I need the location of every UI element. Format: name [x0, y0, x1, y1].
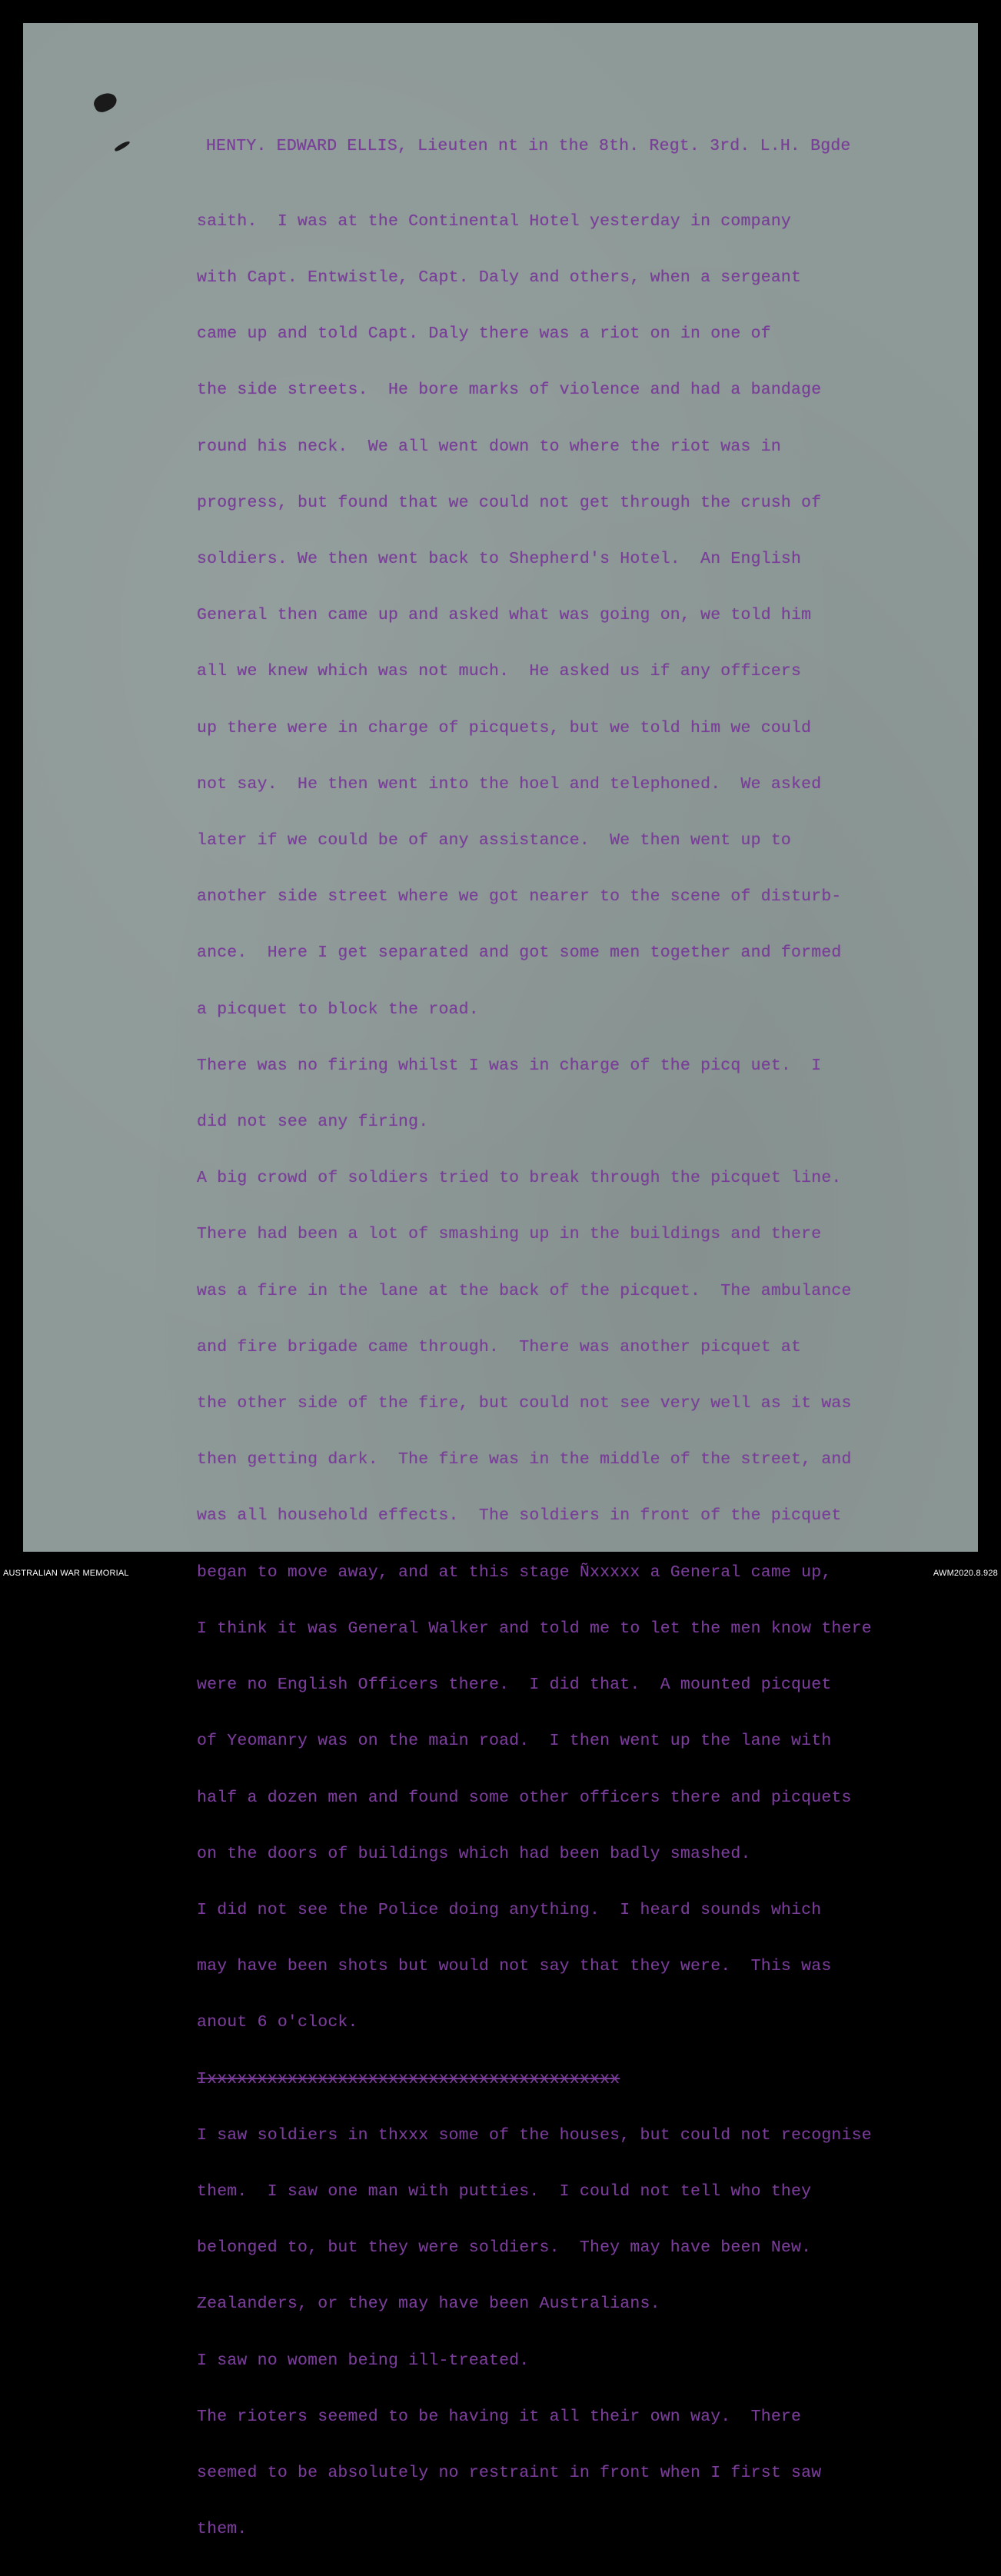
- punch-hole: [91, 90, 119, 115]
- text-line: on the doors of buildings which had been badly smashed.: [197, 1844, 751, 1863]
- text-line: another side street where we got nearer to the scene of disturb-: [197, 887, 842, 907]
- text-line: There was no firing whilst I was in charge of the picq uet. I: [197, 1056, 822, 1075]
- text-line: them.: [197, 2520, 248, 2539]
- document-header: HENTY. EDWARD ELLIS, Lieuten nt in the 8th. Regt. 3rd. L.H. Bgde: [206, 137, 851, 155]
- text-line: saith. I was at the Continental Hotel yesterday in company: [197, 211, 792, 231]
- text-line: the side streets. He bore marks of violence and had a bandage: [197, 381, 822, 400]
- text-line: not say. He then went into the hoel and telephoned. We asked: [197, 774, 822, 794]
- text-line: the other side of the fire, but could not see very well as it was: [197, 1394, 852, 1413]
- text-line: began to move away, and at this stage Ñxxxxx a General came up,: [197, 1563, 832, 1582]
- text-line: I saw no women being ill-treated.: [197, 2351, 530, 2370]
- text-line: I saw soldiers in thxxx some of the houses, but could not recognise: [197, 2125, 872, 2145]
- text-line: were no English Officers there. I did that. A mounted picquet: [197, 1676, 832, 1695]
- archive-credit: AUSTRALIAN WAR MEMORIAL: [3, 1569, 129, 1578]
- text-line: did not see any firing.: [197, 1113, 429, 1132]
- text-line: was all household effects. The soldiers in front of the picquet: [197, 1506, 842, 1526]
- text-line: all we knew which was not much. He asked us if any officers: [197, 662, 802, 681]
- archive-reference: AWM2020.8.928: [933, 1569, 998, 1578]
- struck-out-line: Ixxxxxxxxxxxxxxxxxxxxxxxxxxxxxxxxxxxxxxxxx: [197, 2069, 620, 2088]
- text-line: and fire brigade came through. There was another picquet at: [197, 1337, 802, 1356]
- text-line: There had been a lot of smashing up in the buildings and there: [197, 1225, 822, 1244]
- text-line: Zealanders, or they may have been Australians.: [197, 2295, 660, 2314]
- text-line: up there were in charge of picquets, but we told him we could: [197, 718, 812, 737]
- text-line: I think it was General Walker and told me to let the men know there: [197, 1619, 872, 1638]
- text-line: of Yeomanry was on the main road. I then went up the lane with: [197, 1732, 832, 1751]
- text-line: them. I saw one man with putties. I could not tell who they: [197, 2182, 812, 2201]
- text-line: later if we could be of any assistance. We then went up to: [197, 831, 792, 850]
- text-line: then getting dark. The fire was in the middle of the street, and: [197, 1450, 852, 1469]
- text-line: half a dozen men and found some other officers there and picquets: [197, 1788, 852, 1807]
- text-line: ance. Here I get separated and got some men together and formed: [197, 944, 842, 963]
- text-line: may have been shots but would not say that they were. This was: [197, 1957, 832, 1976]
- text-line: was a fire in the lane at the back of the picquet. The ambulance: [197, 1281, 852, 1300]
- text-line: seemed to be absolutely no restraint in front when I first saw: [197, 2463, 822, 2482]
- text-line: General then came up and asked what was going on, we told him: [197, 606, 812, 625]
- text-line: round his neck. We all went down to where the riot was in: [197, 437, 781, 456]
- document-body: [197, 175, 989, 2576]
- punch-hole-mark: [114, 140, 131, 152]
- text-line: The rioters seemed to be having it all their own way. There: [197, 2407, 802, 2426]
- text-line: I did not see the Police doing anything. I heard sounds which: [197, 1900, 822, 1919]
- text-line: soldiers. We then went back to Shepherd's Hotel. An English: [197, 550, 802, 569]
- text-line: progress, but found that we could not get through the crush of: [197, 493, 822, 512]
- text-line: a picquet to block the road.: [197, 1000, 479, 1019]
- text-line: anout 6 o'clock.: [197, 2013, 358, 2032]
- text-line: with Capt. Entwistle, Capt. Daly and others, when a sergeant: [197, 268, 802, 288]
- text-line: belonged to, but they were soldiers. They may have been New.: [197, 2238, 812, 2258]
- text-line: came up and told Capt. Daly there was a riot on in one of: [197, 324, 771, 344]
- text-line: A big crowd of soldiers tried to break through the picquet line.: [197, 1169, 842, 1188]
